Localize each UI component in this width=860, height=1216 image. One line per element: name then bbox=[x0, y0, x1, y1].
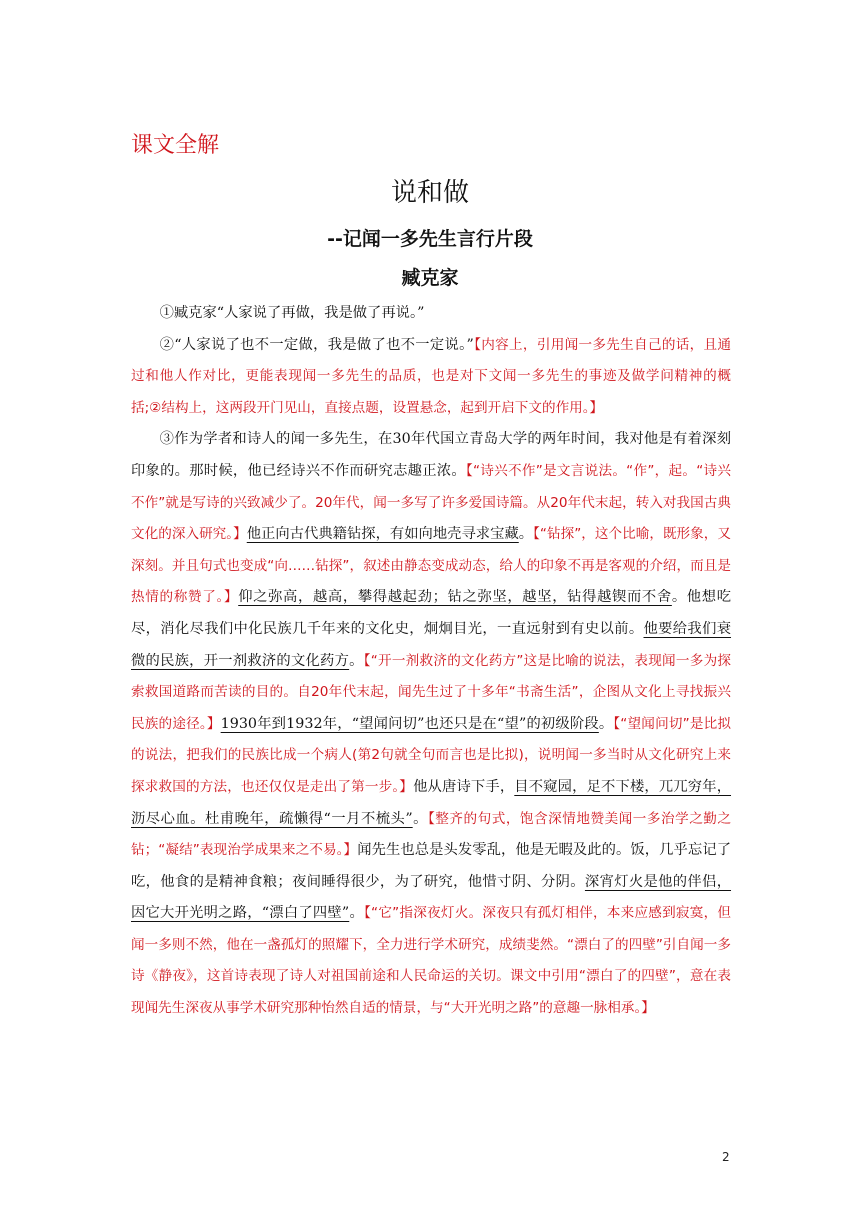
paragraph-2 bbox=[131, 330, 731, 425]
subtitle: --记闻一多先生言行片段 bbox=[327, 228, 533, 250]
article-body bbox=[131, 298, 731, 1025]
annotation: 【“诗兴不作”是文言说法。“作”，起。“诗兴不作”就是写诗的兴致减少了。20年代，闻一多写了许多爱国诗篇。从20年代末起，转入对我国古典文化的深入研究。】 bbox=[131, 462, 731, 543]
underlined-sentence: 目不窥园，足不下楼，兀兀穷年，沥尽心血。杜甫晚年，疏懒得“一月不梳头” bbox=[131, 778, 732, 827]
text-span: 。 bbox=[412, 810, 428, 827]
page-number: 2 bbox=[722, 1150, 730, 1164]
paragraph-3 bbox=[131, 424, 731, 1024]
text-span: 。他想吃尽，消化尽我们中化民族几千年来的文化史，炯炯目光，一直远射到有史以前。 bbox=[131, 589, 731, 637]
annotation: 【“它”指深夜灯火。深夜只有孤灯相伴，本来应感到寂寞，但闻一多则不然，他在一盏孤灯的照耀下，全力进行学术研究，成绩斐然。“漂白了的四壁”引自闻一多诗《静夜》，这首诗表现了诗人对祖国前途和人民命运的关切。课文中引用“漂白了的四壁”，意在表现闻先生深夜从事学术研究那种怡然自适的情景，与“大开光明之路”的意趣一脉相承。】 bbox=[131, 905, 731, 1017]
paragraph-2-text: ②“人家说了也不一定做，我是做了也不一定说。” bbox=[159, 336, 474, 353]
text-span: 。 bbox=[349, 652, 364, 669]
annotation: 【“开一剂救济的文化药方”这是比喻的说法，表现闻一多为探索救国道路而苦读的目的。自20年代末起，闻先生过了十多年“书斋生活”，企图从文化上寻找振兴民族的途径。】 bbox=[131, 652, 731, 732]
page-title: 说和做 bbox=[390, 178, 469, 208]
text-span: 。 bbox=[349, 905, 365, 922]
text-span: 。 bbox=[518, 526, 534, 543]
underlined-sentence: 他要给我们衰微的民族，开一剂救济的文化药方 bbox=[131, 620, 732, 669]
underlined-sentence: 仰之弥高，越高，攀得越起劲；钻之弥坚，越坚，钻得越锲而不舍 bbox=[238, 589, 672, 606]
underlined-sentence: 他正向古代典籍钻探，有如向地壳寻求宝藏 bbox=[246, 526, 519, 543]
annotation: 【内容上，引用闻一多先生自己的话，且通过和他人作对比，更能表现闻一多先生的品质，也是对下文闻一多先生的事迹及做学问精神的概括;②结构上，这两段开门见山，直接点题，设置悬念，起到开启下文的作用。】 bbox=[131, 336, 732, 416]
paragraph-1: ①臧克家“人家说了再做，我是做了再说。” bbox=[159, 305, 425, 321]
section-label: 课文全解 bbox=[131, 133, 220, 158]
underlined-sentence: 深宵灯火是他的伴侣，因它大开光明之路，“漂白了四壁” bbox=[131, 873, 732, 922]
annotation: 【“望闻问切”是比拟的说法，把我们的民族比成一个病人(第2句就全句而言也是比拟)，说明闻一多当时从文化研究上来探求救国的方法，也还仅仅是走出了第一步。】 bbox=[131, 715, 731, 795]
author: 臧克家 bbox=[401, 267, 459, 289]
text-span: 闻先生也总是头发零乱，他是无暇及此的。饭，几乎忘记了吃，他食的是精神食粮；夜间睡得很少，为了研究，他惜寸阴、分阴。 bbox=[131, 842, 731, 890]
underlined-sentence: 1930年到1932年，“望闻问切”也还只是在“望”的初级阶段 bbox=[220, 715, 599, 732]
annotation: 【整齐的句式，饱含深情地赞美闻一多治学之勤之钻；“凝结”表现治学成果来之不易。】 bbox=[131, 810, 731, 859]
text-span: ③作为学者和诗人的闻一多先生，在30年代国立青岛大学的两年时间，我对他是有着深刻印象的。那时候，他已经诗兴不作而研究志趣正浓。 bbox=[131, 431, 731, 479]
annotation: 【“钻探”，这个比喻，既形象，又深刻。并且句式也变成“向……钻探”，叙述由静态变成动态，给人的印象不再是客观的介绍，而且是热情的称赞了。】 bbox=[131, 526, 731, 606]
text-span: 。 bbox=[598, 715, 614, 732]
text-span: 他从唐诗下手， bbox=[413, 778, 515, 795]
